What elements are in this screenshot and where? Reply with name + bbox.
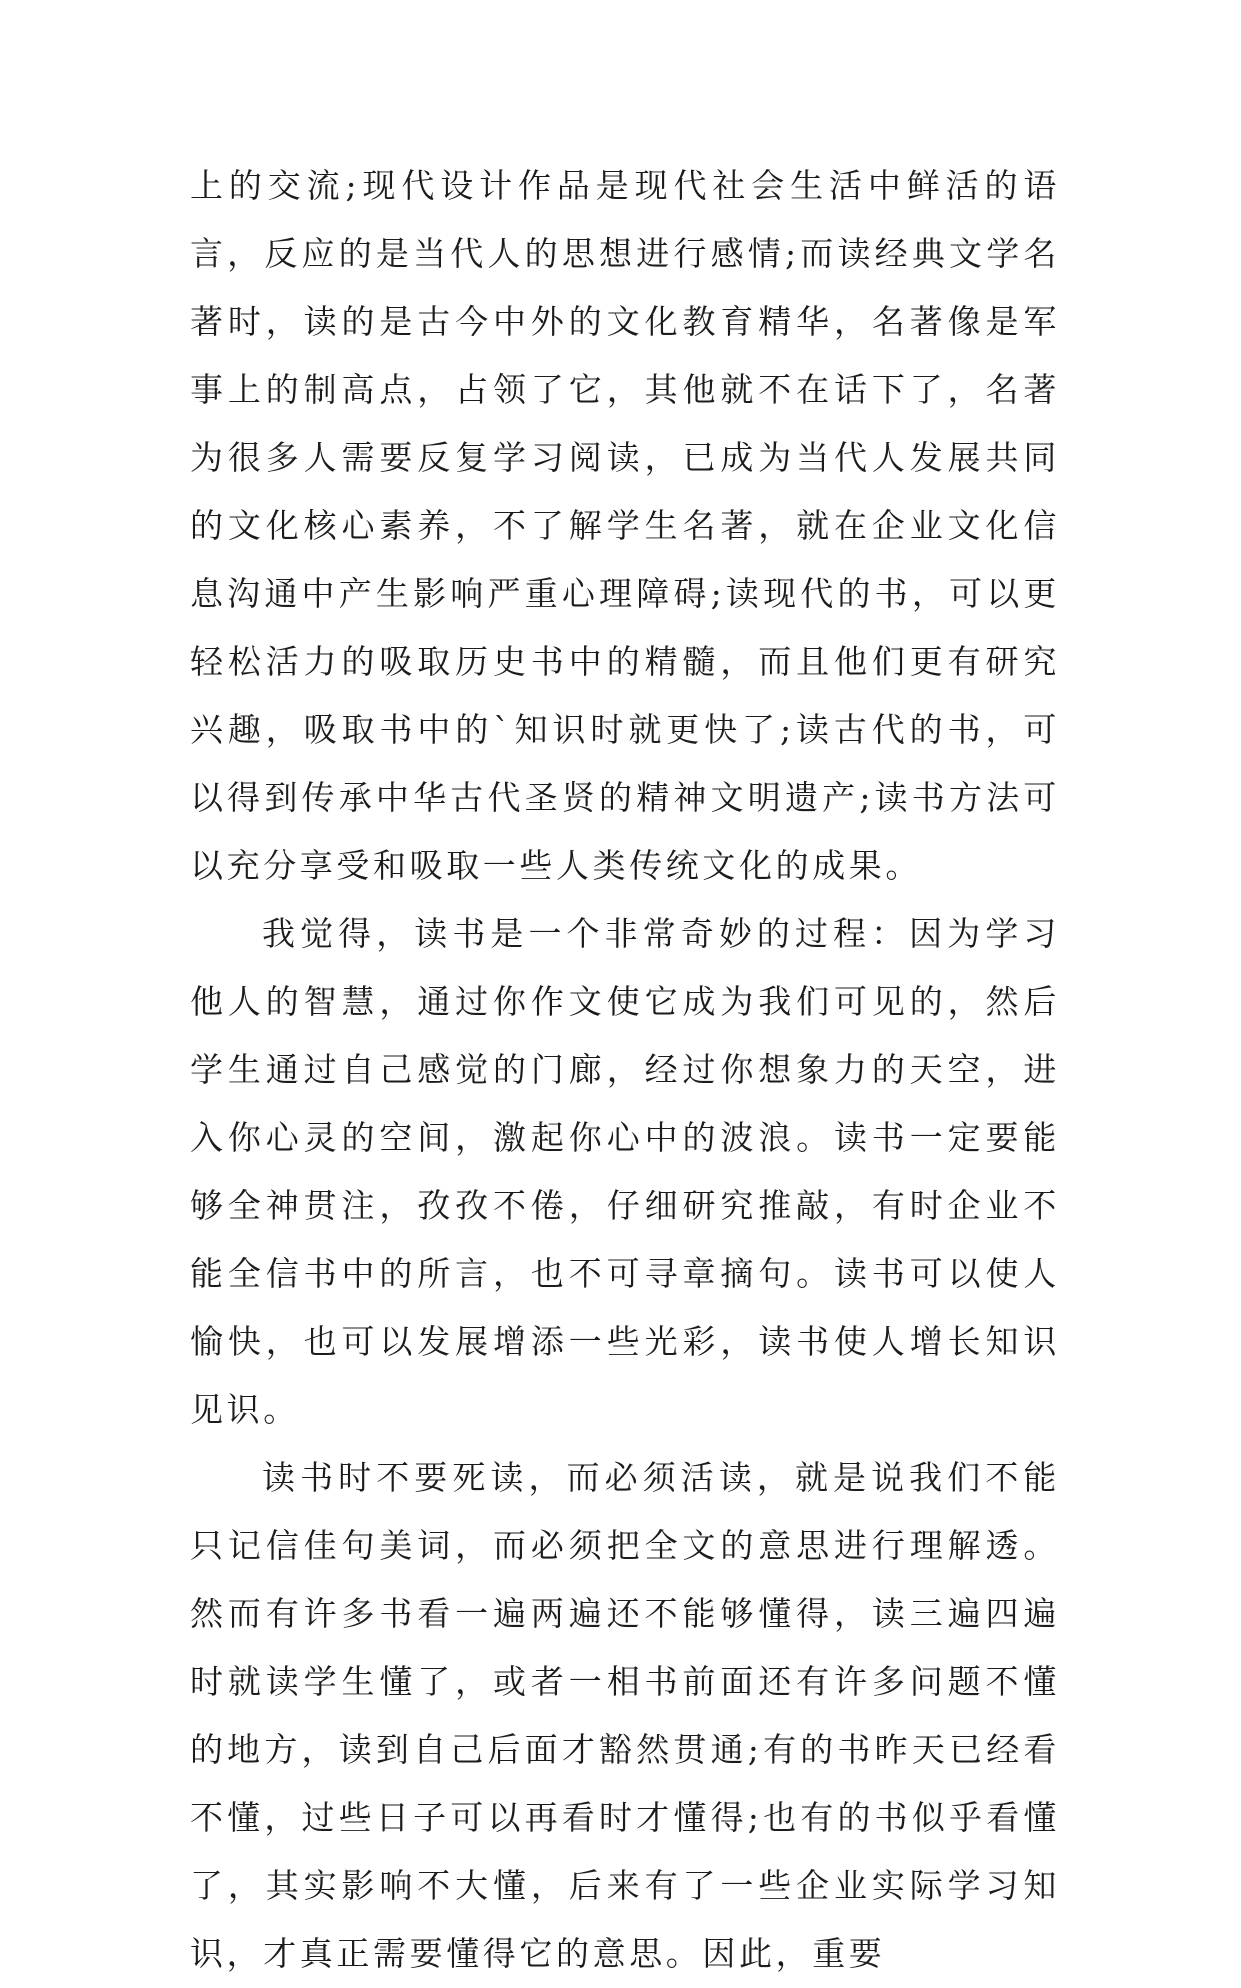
document-body — [190, 152, 1060, 1988]
paragraph-2: 我觉得，读书是一个非常奇妙的过程：因为学习他人的智慧，通过你作文使它成为我们可见的，然后学生通过自己感觉的门廊，经过你想象力的天空，进入你心灵的空间，激起你心中的波浪。读书一定要能够全神贯注，孜孜不倦，仔细研究推敲，有时企业不能全信书中的所言，也不可寻章摘句。读书可以使人愉快，也可以发展增添一些光彩，读书使人增长知识见识。 — [190, 914, 1060, 1429]
paragraph-3: 读书时不要死读，而必须活读，就是说我们不能只记信佳句美词，而必须把全文的意思进行理解透。然而有许多书看一遍两遍还不能够懂得，读三遍四遍时就读学生懂了，或者一相书前面还有许多问题不懂的地方，读到自己后面才豁然贯通;有的书昨天已经看不懂，过些日子可以再看时才懂得;也有的书似乎看懂了，其实影响不大懂，后来有了一些企业实际学习知识，才真正需要懂得它的意思。因此，重要 — [190, 1458, 1060, 1973]
paragraph-1: 上的交流;现代设计作品是现代社会生活中鲜活的语言，反应的是当代人的思想进行感情;而读经典文学名著时，读的是古今中外的文化教育精华，名著像是军事上的制高点，占领了它，其他就不在话下了，名著为很多人需要反复学习阅读，已成为当代人发展共同的文化核心素养，不了解学生名著，就在企业文化信息沟通中产生影响严重心理障碍;读现代的书，可以更轻松活力的吸取历史书中的精髓，而且他们更有研究兴趣，吸取书中的`知识时就更快了;读古代的书，可以得到传承中华古代圣贤的精神文明遗产;读书方法可以充分享受和吸取一些人类传统文化的成果。 — [190, 166, 1060, 885]
